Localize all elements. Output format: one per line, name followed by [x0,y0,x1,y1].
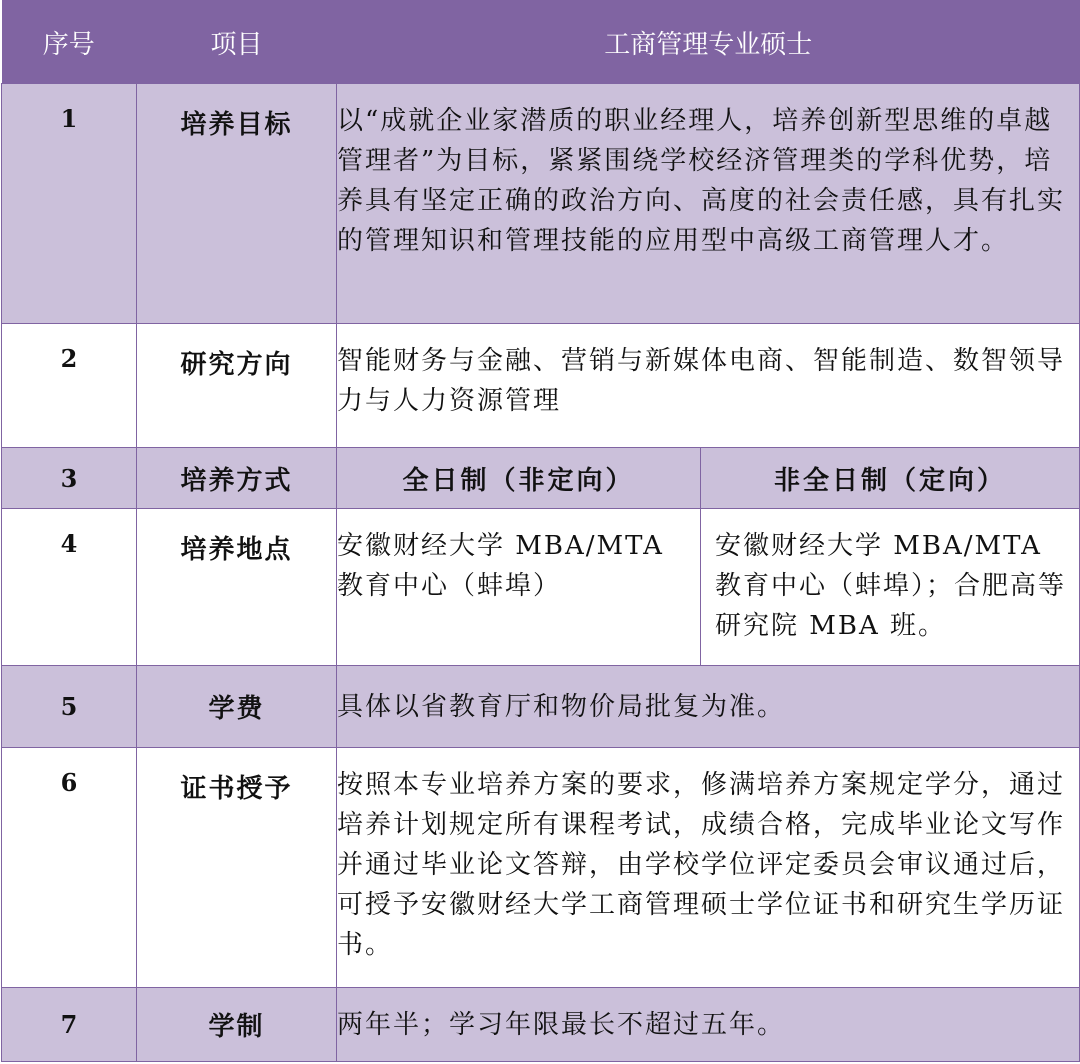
row-item-label: 培养地点 [137,509,337,666]
row-content: 按照本专业培养方案的要求，修满培养方案规定学分，通过培养计划规定所有课程考试，成绩合格，完成毕业论文写作并通过毕业论文答辩，由学校学位评定委员会审议通过后，可授予安徽财经大学工商管理硕士学位证书和研究生学历证书。 [337,748,1080,988]
row-number: 7 [2,988,137,1062]
row-item-label: 证书授予 [137,748,337,988]
table-row-location [2,509,1080,666]
table-row-study-mode [2,448,1080,509]
row-content: 智能财务与金融、营销与新媒体电商、智能制造、数智领导力与人力资源管理 [337,324,1080,448]
table-row-tuition [2,666,1080,748]
row-number: 6 [2,748,137,988]
row-number: 2 [2,324,137,448]
part-time-location: 安徽财经大学 MBA/MTA 教育中心（蚌埠）；合肥高等研究院 MBA 班。 [701,509,1080,666]
row-item-label: 研究方向 [137,324,337,448]
row-item-label: 培养目标 [137,84,337,324]
row-number: 3 [2,448,137,509]
row-content: 具体以省教育厅和物价局批复为准。 [337,666,1080,748]
row-number: 5 [2,666,137,748]
row-content: 两年半；学习年限最长不超过五年。 [337,988,1080,1062]
table-row-objective [2,84,1080,324]
header-item: 项目 [137,1,337,84]
row-number: 1 [2,84,137,324]
header-row [2,1,1080,84]
header-degree-title: 工商管理专业硕士 [337,1,1080,84]
table-row-research-direction [2,324,1080,448]
program-info-table [1,0,1080,1062]
part-time-mode: 非全日制（定向） [701,448,1080,509]
row-number: 4 [2,509,137,666]
row-item-label: 培养方式 [137,448,337,509]
table-row-duration [2,988,1080,1062]
row-content: 以“成就企业家潜质的职业经理人，培养创新型思维的卓越管理者”为目标，紧紧围绕学校经济管理类的学科优势，培养具有坚定正确的政治方向、高度的社会责任感，具有扎实的管理知识和管理技能的应用型中高级工商管理人才。 [337,84,1080,324]
row-item-label: 学制 [137,988,337,1062]
full-time-location: 安徽财经大学 MBA/MTA 教育中心（蚌埠） [337,509,701,666]
full-time-mode: 全日制（非定向） [337,448,701,509]
table-row-certificate [2,748,1080,988]
header-serial-number: 序号 [2,1,137,84]
row-item-label: 学费 [137,666,337,748]
